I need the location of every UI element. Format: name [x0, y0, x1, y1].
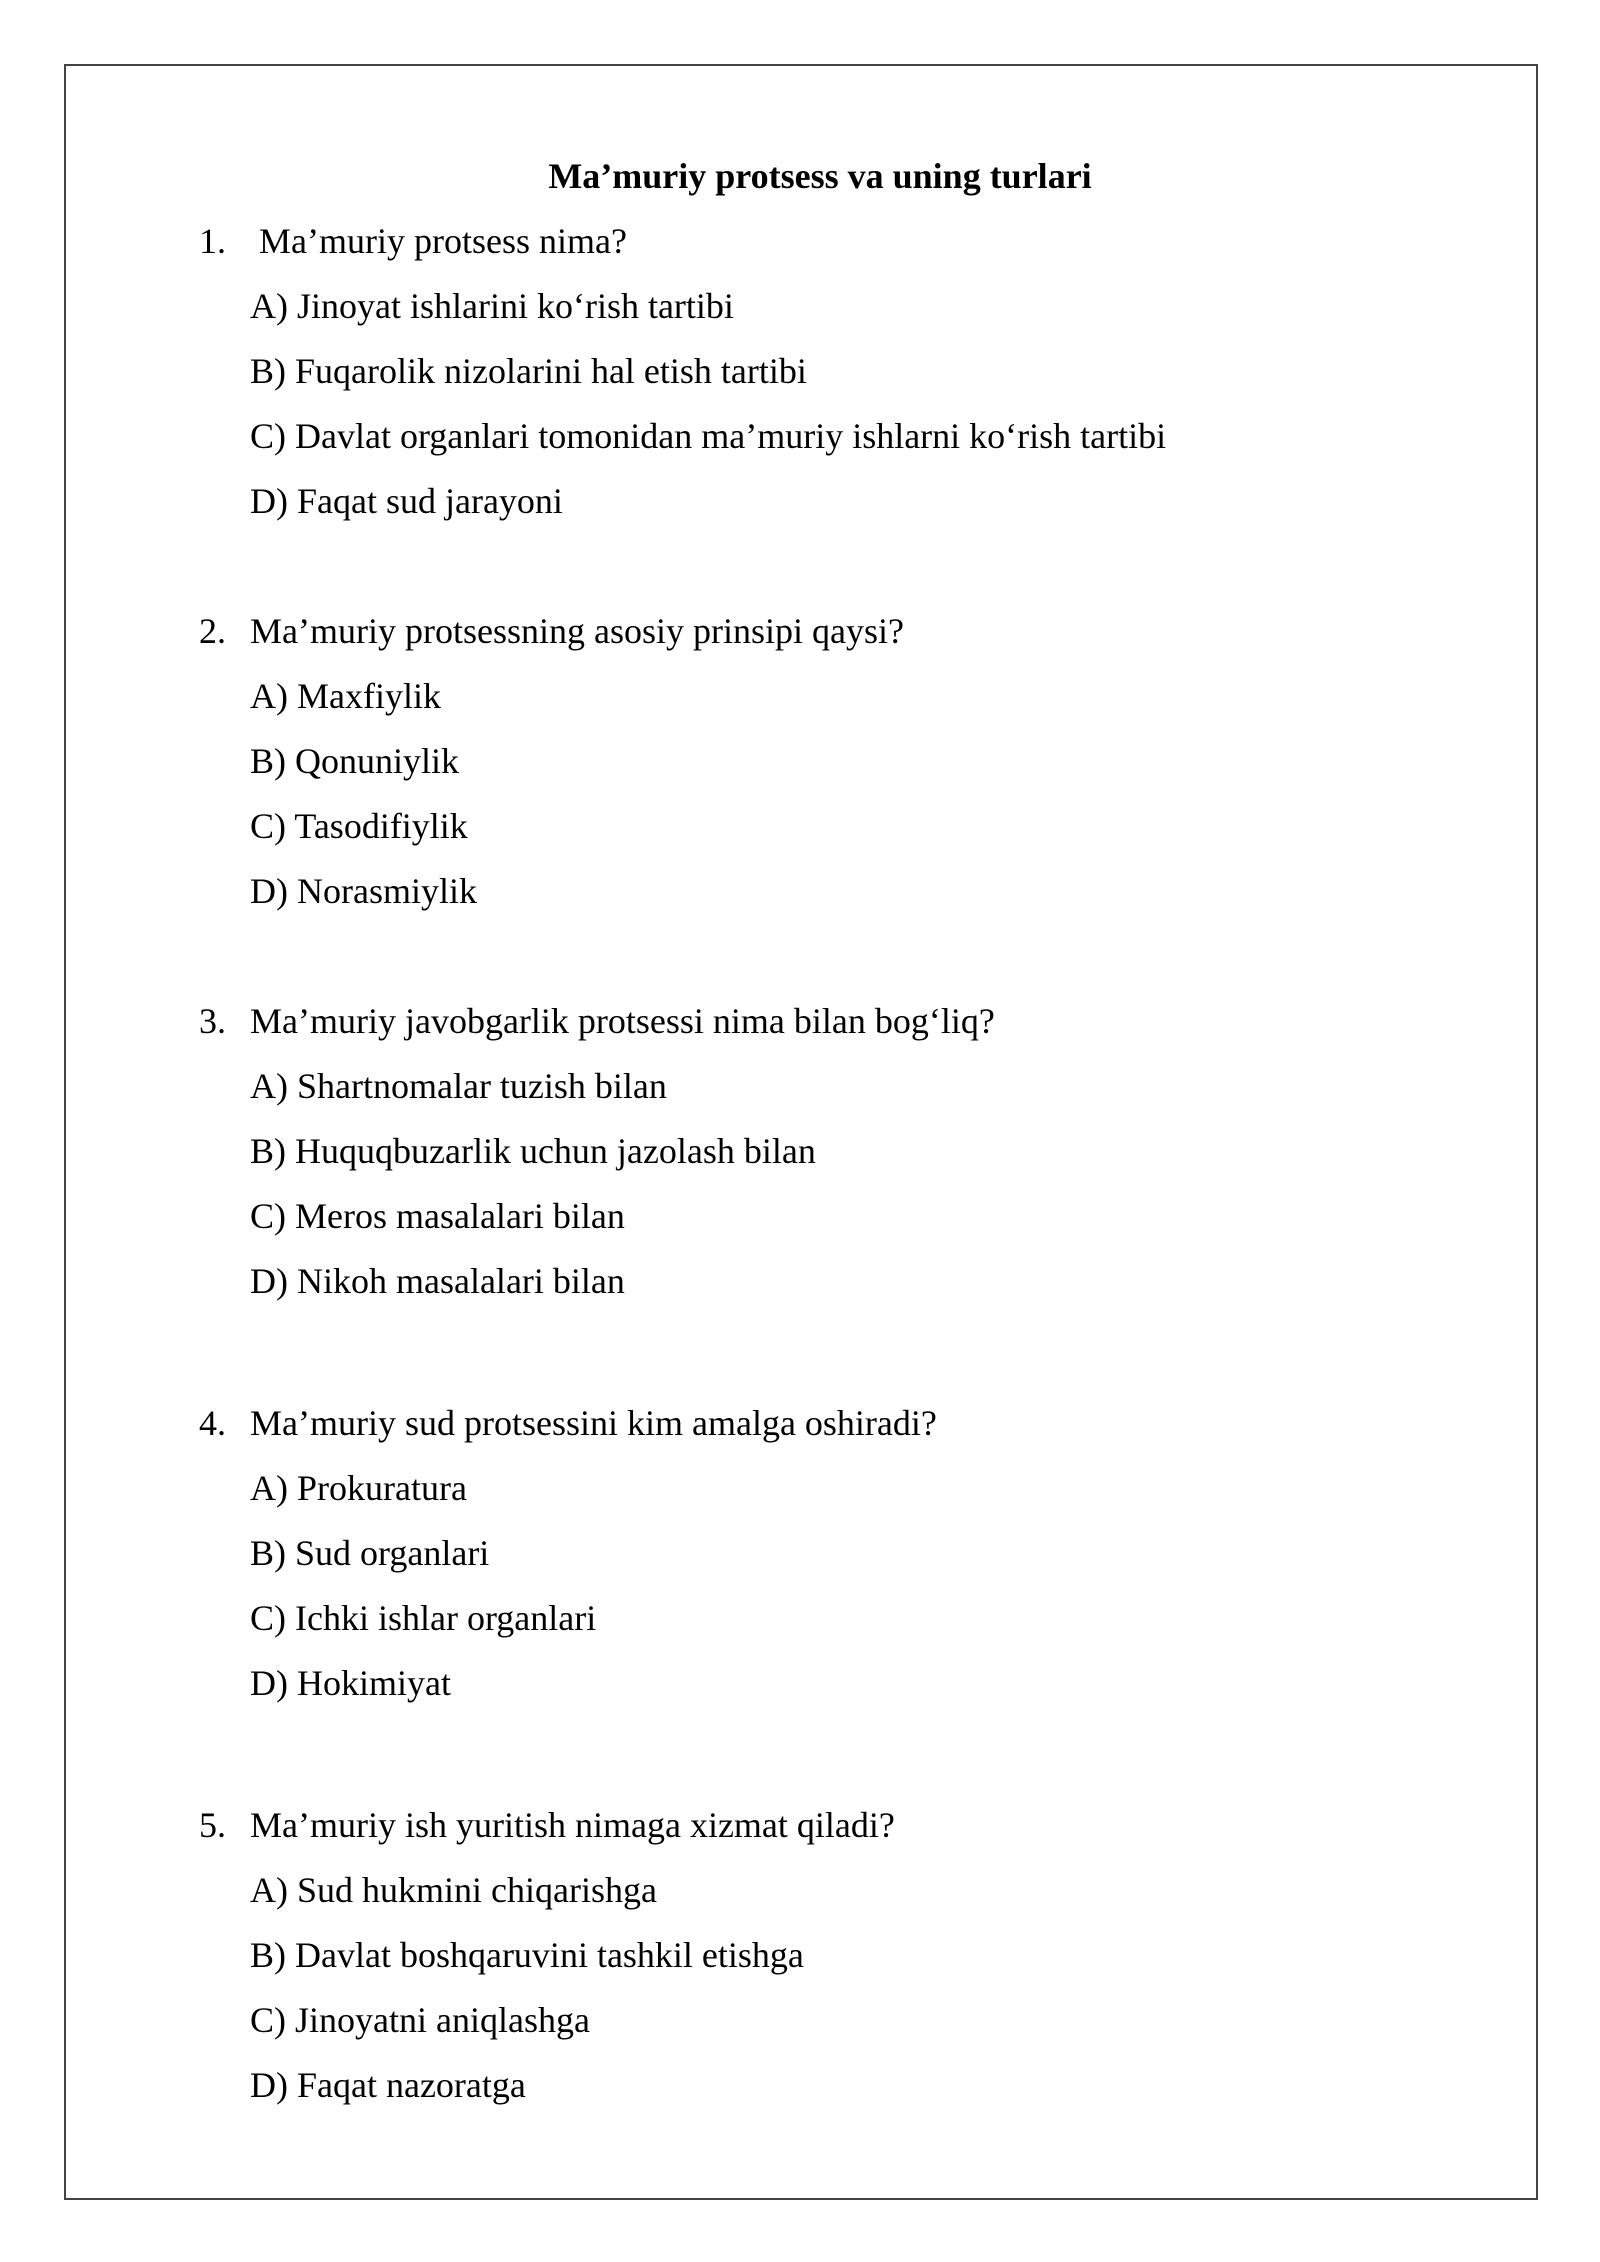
option-c: C) Jinoyatni aniqlashga	[250, 2000, 590, 2040]
option-c: C) Davlat organlari tomonidan ma’muriy ishlarni ko‘rish tartibi	[250, 416, 1167, 456]
option-d: D) Hokimiyat	[250, 1663, 451, 1703]
option-d: D) Norasmiylik	[250, 871, 477, 911]
question-line	[0, 215, 1600, 280]
question-3	[0, 995, 1600, 1320]
question-number: 3.	[199, 1001, 226, 1041]
option-b: B) Huquqbuzarlik uchun jazolash bilan	[250, 1131, 816, 1171]
option-b: B) Qonuniylik	[250, 741, 460, 781]
option-c: C) Tasodifiylik	[250, 806, 468, 846]
question-text: Ma’muriy ish yuritish nimaga xizmat qiladi?	[250, 1805, 895, 1845]
option-b: B) Sud organlari	[250, 1533, 490, 1573]
question-text: Ma’muriy protsessning asosiy prinsipi qaysi?	[250, 611, 904, 651]
question-line	[0, 1397, 1600, 1462]
question-line	[0, 995, 1600, 1060]
document-title: Ma’muriy protsess va uning turlari	[548, 156, 1092, 196]
option-a: A) Prokuratura	[250, 1468, 467, 1508]
option-a: A) Shartnomalar tuzish bilan	[250, 1066, 667, 1106]
option-c: C) Meros masalalari bilan	[250, 1196, 625, 1236]
question-4	[0, 1397, 1600, 1722]
question-line	[0, 605, 1600, 670]
option-a: A) Jinoyat ishlarini ko‘rish tartibi	[250, 286, 734, 326]
option-d: D) Faqat sud jarayoni	[250, 481, 563, 521]
question-text: Ma’muriy sud protsessini kim amalga oshiradi?	[250, 1403, 937, 1443]
option-a: A) Sud hukmini chiqarishga	[250, 1870, 657, 1910]
question-5	[0, 1799, 1600, 2124]
option-c: C) Ichki ishlar organlari	[250, 1598, 597, 1638]
question-line	[0, 1799, 1600, 1864]
option-a: A) Maxfiylik	[250, 676, 441, 716]
question-number: 5.	[199, 1805, 226, 1845]
question-number: 4.	[199, 1403, 226, 1443]
question-number: 2.	[199, 611, 226, 651]
option-b: B) Davlat boshqaruvini tashkil etishga	[250, 1935, 804, 1975]
question-text: Ma’muriy javobgarlik protsessi nima bilan bog‘liq?	[250, 1001, 995, 1041]
question-number: 1.	[199, 221, 226, 261]
option-b: B) Fuqarolik nizolarini hal etish tartibi	[250, 351, 807, 391]
question-1	[0, 215, 1600, 540]
question-2	[0, 605, 1600, 930]
option-d: D) Nikoh masalalari bilan	[250, 1261, 625, 1301]
option-d: D) Faqat nazoratga	[250, 2065, 526, 2105]
question-text: Ma’muriy protsess nima?	[259, 221, 627, 261]
